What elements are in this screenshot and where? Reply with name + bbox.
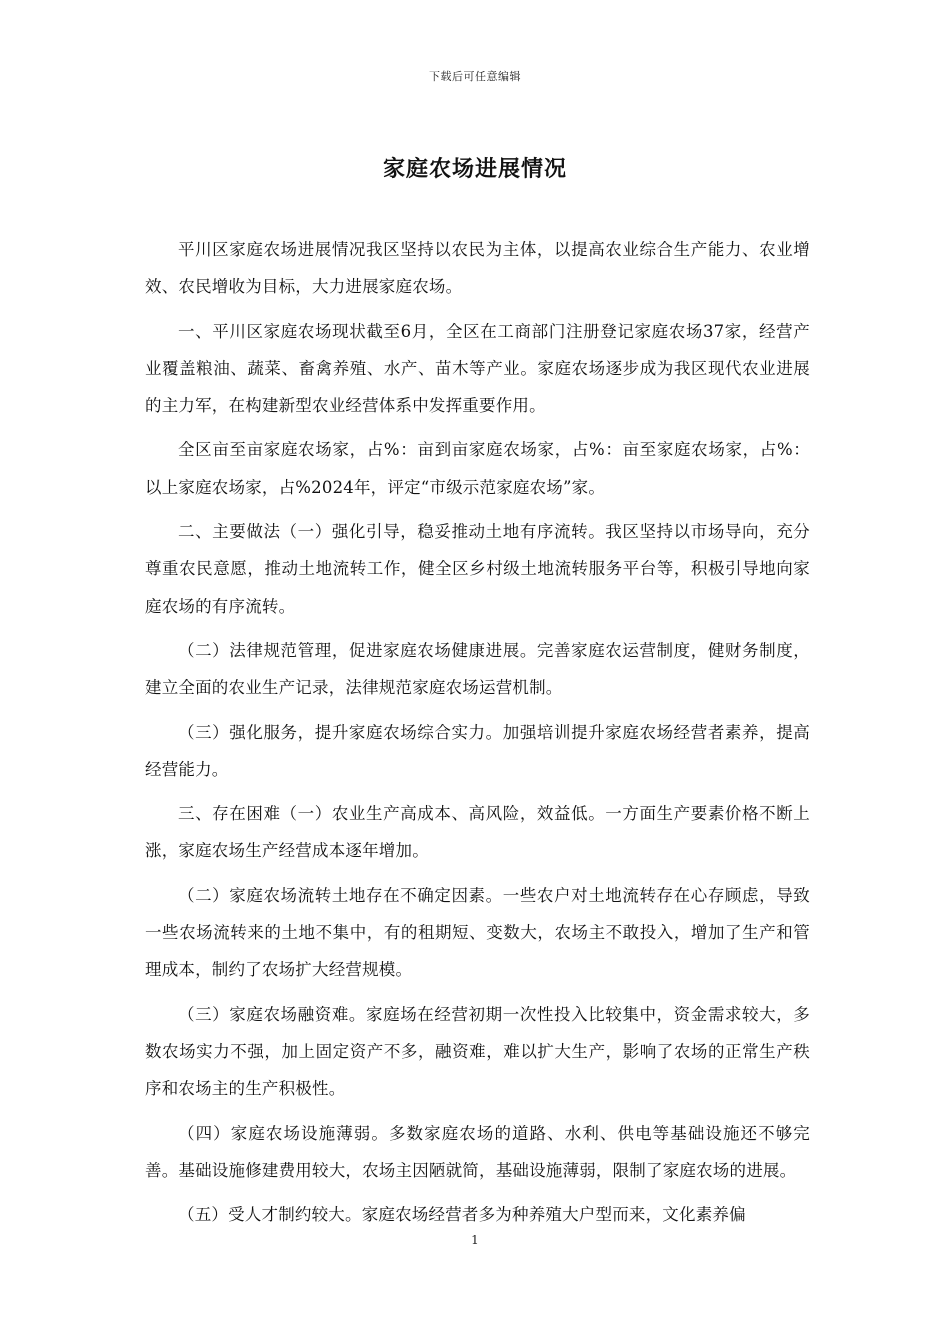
- header-note: 下载后可任意编辑: [429, 70, 521, 83]
- paragraph-current-status: 一、平川区家庭农场现状截至6月，全区在工商部门注册登记家庭农场37家，经营产业覆盖粮油、蔬菜、畜禽养殖、水产、苗木等产业。家庭农场逐步成为我区现代农业进展的主力军，在构建新型农业经营体系中发挥重要作用。: [145, 321, 810, 416]
- paragraph-intro: 平川区家庭农场进展情况我区坚持以农民为主体，以提高农业综合生产能力、农业增效、农民增收为目标，大力进展家庭农场。: [145, 240, 810, 297]
- paragraph-main-practices: 二、主要做法（一）强化引导，稳妥推动土地有序流转。我区坚持以市场导向，充分尊重农民意愿，推动土地流转工作，健全区乡村级土地流转服务平台等，积极引导地向家庭农场的有序流转。: [145, 522, 810, 616]
- page-number: 1: [471, 1233, 479, 1247]
- paragraph-talent: （五）受人才制约较大。家庭农场经营者多为种养殖大户型而来，文化素养偏: [178, 1205, 746, 1225]
- paragraph-financing: （三）家庭农场融资难。家庭场在经营初期一次性投入比较集中，资金需求较大，多数农场实力不强，加上固定资产不多，融资难，难以扩大生产，影响了农场的正常生产秩序和农场主的生产积极性。: [145, 1004, 810, 1099]
- paragraph-land-transfer: （二）家庭农场流转土地存在不确定因素。一些农户对土地流转存在心存顾虑，导致一些农场流转来的土地不集中，有的租期短、变数大，农场主不敢投入，增加了生产和管理成本，制约了农场扩大经营规模。: [145, 885, 810, 980]
- paragraph-difficulties: 三、存在困难（一）农业生产高成本、高风险，效益低。一方面生产要素价格不断上涨，家庭农场生产经营成本逐年增加。: [145, 804, 810, 861]
- paragraph-regulation: （二）法律规范管理，促进家庭农场健康进展。完善家庭农运营制度，健财务制度，建立全面的农业生产记录，法律规范家庭农场运营机制。: [145, 640, 810, 698]
- paragraph-scale-statistics: 全区亩至亩家庭农场家，占%：亩到亩家庭农场家，占%：亩至家庭农场家，占%：以上家庭农场家，占%2024年，评定“市级示范家庭农场”家。: [145, 440, 810, 497]
- paragraph-infrastructure: （四）家庭农场设施薄弱。多数家庭农场的道路、水利、供电等基础设施还不够完善。基础设施修建费用较大，农场主因陋就简，基础设施薄弱，限制了家庭农场的进展。: [145, 1123, 810, 1180]
- document-title: 家庭农场进展情况: [382, 156, 567, 182]
- paragraph-services: （三）强化服务，提升家庭农场综合实力。加强培训提升家庭农场经营者素养，提高经营能力。: [145, 722, 810, 779]
- document-body: [145, 231, 810, 1240]
